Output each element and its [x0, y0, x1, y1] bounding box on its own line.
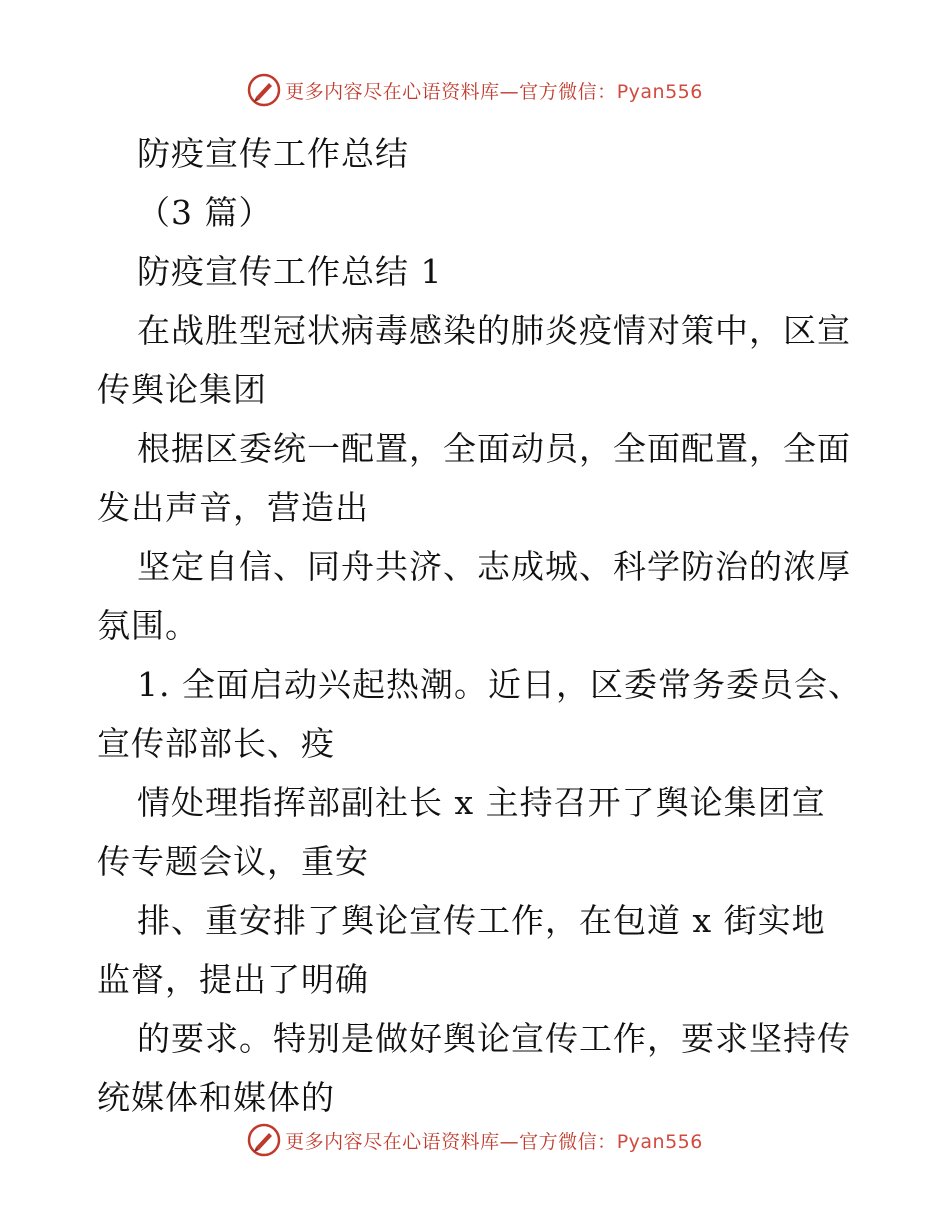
text-line: 坚定自信、同舟共济、志成城、科学防治的浓厚 [137, 547, 851, 586]
text-line: 传专题会议，重安 [97, 842, 369, 881]
pen-logo-icon [247, 1123, 281, 1157]
text-line: （3 篇） [137, 193, 273, 232]
text-line: 宣传部部长、疫 [97, 724, 335, 763]
text-line: 情处理指挥部副社长 x 主持召开了舆论集团宣 [137, 783, 826, 822]
pen-logo-icon [247, 73, 281, 107]
text-line: 传舆论集团 [97, 370, 267, 409]
text-line: 排、重安排了舆论宣传工作，在包道 x 街实地 [137, 901, 826, 940]
text-line: 1. 全面启动兴起热潮。近日，区委常务委员会、 [137, 665, 862, 704]
text-line: 统媒体和媒体的 [97, 1078, 335, 1117]
text-line: 氛围。 [97, 606, 199, 645]
text-line: 防疫宣传工作总结 [137, 134, 409, 173]
document-body [97, 124, 862, 1127]
text-line: 在战胜型冠状病毒感染的肺炎疫情对策中，区宣 [137, 311, 851, 350]
text-line: 监督，提出了明确 [97, 960, 369, 999]
watermark-banner-top [0, 70, 950, 110]
text-line: 的要求。特别是做好舆论宣传工作，要求坚持传 [137, 1019, 851, 1058]
watermark-banner-bottom [0, 1120, 950, 1160]
text-line: 发出声音，营造出 [97, 488, 369, 527]
text-line: 根据区委统一配置，全面动员，全面配置，全面 [137, 429, 851, 468]
watermark-text: 更多内容尽在心语资料库—官方微信：Pyan556 [285, 1130, 703, 1153]
text-line: 防疫宣传工作总结 1 [137, 252, 443, 291]
watermark-text: 更多内容尽在心语资料库—官方微信：Pyan556 [285, 80, 703, 103]
